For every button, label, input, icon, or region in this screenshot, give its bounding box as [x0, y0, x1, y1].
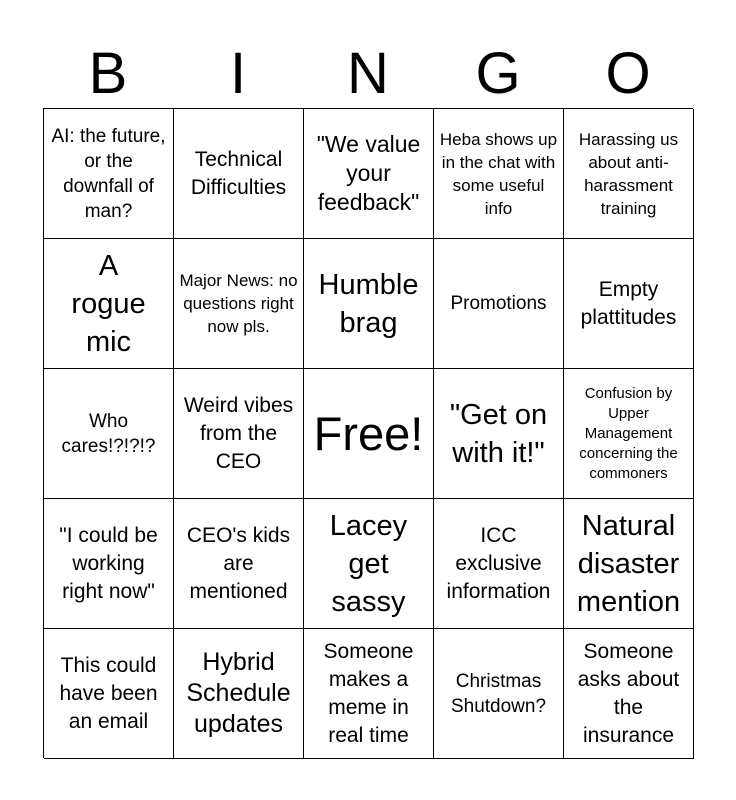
cell-text: ICC exclusive information: [446, 523, 551, 603]
bingo-cell-r1c3[interactable]: [304, 109, 434, 239]
bingo-cell-r4c4[interactable]: [434, 499, 564, 629]
cell-text: This could have been an email: [59, 653, 158, 733]
bingo-cell-r1c2[interactable]: [174, 109, 304, 239]
header-letter-b: B: [88, 41, 128, 106]
header-letter-g: G: [475, 41, 521, 106]
cell-text: Empty plattitudes: [580, 277, 677, 329]
bingo-cell-r5c1[interactable]: [44, 629, 174, 759]
cell-text: Lacey get sassy: [329, 509, 408, 618]
cell-text: Someone asks about the insurance: [577, 639, 680, 747]
header-letter-n: N: [347, 41, 389, 106]
header-letter-o: O: [605, 41, 651, 106]
bingo-cell-r2c5[interactable]: [564, 239, 694, 369]
cell-text: Heba shows up in the chat with some useful info: [439, 129, 558, 218]
cell-text: Who cares!?!?!?: [61, 410, 156, 457]
bingo-cell-r2c1[interactable]: [44, 239, 174, 369]
cell-text: Christmas Shutdown?: [450, 670, 547, 717]
bingo-cell-r2c3[interactable]: [304, 239, 434, 369]
bingo-cell-r1c1[interactable]: [44, 109, 174, 239]
bingo-cell-free[interactable]: [304, 369, 434, 499]
bingo-cell-r4c1[interactable]: [44, 499, 174, 629]
bingo-cell-r3c1[interactable]: [44, 369, 174, 499]
cell-text: Promotions: [450, 293, 547, 314]
bingo-cell-r1c4[interactable]: [434, 109, 564, 239]
cell-text: CEO's kids are mentioned: [186, 523, 291, 603]
bingo-grid: [43, 108, 693, 758]
cell-text: Major News: no questions right now pls.: [179, 271, 298, 336]
cell-text: "Get on with it!": [449, 398, 548, 469]
cell-text: Natural disaster mention: [576, 509, 681, 618]
bingo-cell-r3c4[interactable]: [434, 369, 564, 499]
bingo-header: [43, 40, 693, 108]
bingo-cell-r5c2[interactable]: [174, 629, 304, 759]
bingo-cell-r2c2[interactable]: [174, 239, 304, 369]
cell-text: Hybrid Schedule updates: [186, 648, 291, 738]
free-space-text: Free!: [313, 406, 424, 460]
bingo-cell-r3c5[interactable]: [564, 369, 694, 499]
bingo-cell-r5c3[interactable]: [304, 629, 434, 759]
bingo-cell-r2c4[interactable]: [434, 239, 564, 369]
bingo-cell-r1c5[interactable]: [564, 109, 694, 239]
bingo-cell-r4c3[interactable]: [304, 499, 434, 629]
cell-text: Someone makes a meme in real time: [323, 639, 414, 747]
bingo-cell-r3c2[interactable]: [174, 369, 304, 499]
cell-text: AI: the future, or the downfall of man?: [51, 125, 166, 222]
bingo-cell-r4c5[interactable]: [564, 499, 694, 629]
cell-text: Humble brag: [318, 268, 419, 339]
bingo-cell-r5c4[interactable]: [434, 629, 564, 759]
header-letter-i: I: [229, 41, 247, 106]
bingo-cell-r4c2[interactable]: [174, 499, 304, 629]
cell-text: Confusion by Upper Management concerning the commoners: [579, 384, 678, 482]
cell-text: Weird vibes from the CEO: [183, 393, 294, 473]
cell-text: "We value your feedback": [316, 131, 421, 215]
cell-text: "I could be working right now": [59, 523, 158, 603]
cell-text: A rogue mic: [71, 249, 146, 358]
bingo-cell-r5c5[interactable]: [564, 629, 694, 759]
cell-text: Technical Difficulties: [190, 147, 287, 199]
cell-text: Harassing us about anti-harassment training: [578, 129, 679, 218]
